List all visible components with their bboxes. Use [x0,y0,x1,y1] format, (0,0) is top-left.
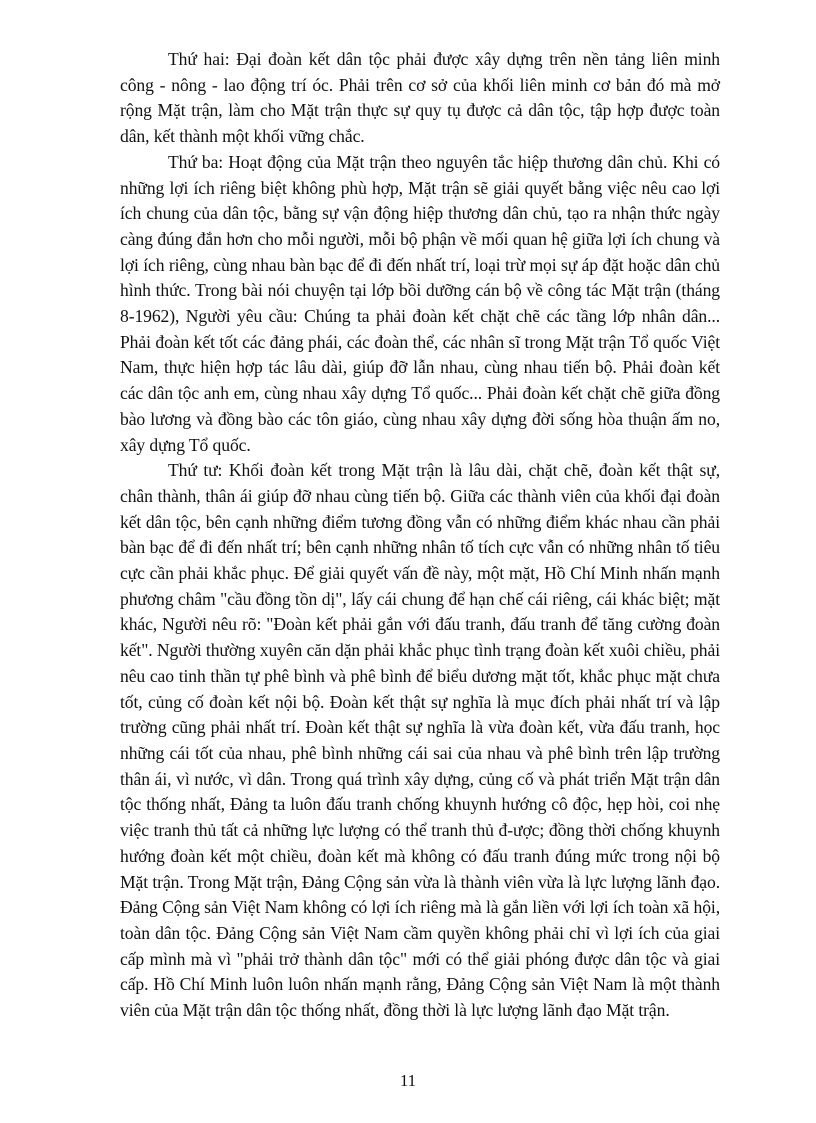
page-number: 11 [399,1071,417,1090]
paragraph-thu-hai: Thứ hai: Đại đoàn kết dân tộc phải được xây dựng trên nền tảng liên minh công - nông - lao động trí óc. Phải trên cơ sở của khối liên minh cơ bản đó mà mở rộng Mặt trận, làm cho Mặt trận thực sự quy tụ được cả dân tộc, tập hợp được toàn dân, kết thành một khối vững chắc. [120,49,720,147]
paragraph-thu-tu: Thứ tư: Khối đoàn kết trong Mặt trận là lâu dài, chặt chẽ, đoàn kết thật sự, chân thành, thân ái giúp đỡ nhau cùng tiến bộ. Giữa các thành viên của khối đại đoàn kết dân tộc, bên cạnh những điểm tương đồng vẫn có những điểm khác nhau cần phải bàn bạc để đi đến nhất trí; bên cạnh những nhân tố tích cực vẫn có những nhân tố tiêu cực cần phải khắc phục. Để giải quyết vấn đề này, một mặt, Hồ Chí Minh nhấn mạnh phương châm "cầu đồng tồn dị", lấy cái chung để hạn chế cái riêng, cái khác biệt; mặt khác, Người nêu rõ: "Đoàn kết phải gắn với đấu tranh, đấu tranh để tăng cường đoàn kết". Người thường xuyên căn dặn phải khắc phục tình trạng đoàn kết xuôi chiều, phải nêu cao tinh thần tự phê bình và phê bình để biểu dương mặt tốt, khắc phục mặt chưa tốt, củng cố đoàn kết nội bộ. Đoàn kết thật sự nghĩa là mục đích phải nhất trí và lập trường cũng phải nhất trí. Đoàn kết thật sự nghĩa là vừa đoàn kết, vừa đấu tranh, học những cái tốt của nhau, phê bình những cái sai của nhau và phê bình trên lập trường thân ái, vì nước, vì dân. Trong quá trình xây dựng, củng cố và phát triển Mặt trận dân tộc thống nhất, Đảng ta luôn đấu tranh chống khuynh hướng cô độc, hẹp hòi, coi nhẹ việc tranh thủ tất cả những lực lượng có thể tranh thủ đ-ược; đồng thời chống khuynh hướng đoàn kết một chiều, đoàn kết mà không có đấu tranh đúng mức trong nội bộ Mặt trận. Trong Mặt trận, Đảng Cộng sản vừa là thành viên vừa là lực lượng lãnh đạo. Đảng Cộng sản Việt Nam không có lợi ích riêng mà là gắn liền với lợi ích toàn xã hội, toàn dân tộc. Đảng Cộng sản Việt Nam cầm quyền không phải chỉ vì lợi ích của giai cấp mình mà vì "phải trở thành dân tộc" mới có thể giải phóng được dân tộc và giai cấp. Hồ Chí Minh luôn luôn nhấn mạnh rằng, Đảng Cộng sản Việt Nam là một thành viên của Mặt trận dân tộc thống nhất, đồng thời là lực lượng lãnh đạo Mặt trận. [120,460,720,1021]
body-text [120,47,720,1024]
paragraph-thu-ba: Thứ ba: Hoạt động của Mặt trận theo nguyên tắc hiệp thương dân chủ. Khi có những lợi ích riêng biệt không phù hợp, Mặt trận sẽ giải quyết bằng việc nêu cao lợi ích chung của dân tộc, bằng sự vận động hiệp thương dân chủ, tạo ra nhận thức ngày càng đúng đắn hơn cho mỗi người, mỗi bộ phận về mối quan hệ giữa lợi ích chung và lợi ích riêng, cùng nhau bàn bạc để đi đến nhất trí, loại trừ mọi sự áp đặt hoặc dân chủ hình thức. Trong bài nói chuyện tại lớp bồi dưỡng cán bộ về công tác Mặt trận (tháng 8-1962), Người yêu cầu: Chúng ta phải đoàn kết chặt chẽ các tầng lớp nhân dân... Phải đoàn kết tốt các đảng phái, các đoàn thể, các nhân sĩ trong Mặt trận Tổ quốc Việt Nam, thực hiện hợp tác lâu dài, giúp đỡ lẫn nhau, cùng nhau tiến bộ. Phải đoàn kết các dân tộc anh em, cùng nhau xây dựng Tổ quốc... Phải đoàn kết chặt chẽ giữa đồng bào lương và đồng bào các tôn giáo, cùng nhau xây dựng đời sống hòa thuận ấm no, xây dựng Tổ quốc. [120,151,720,455]
